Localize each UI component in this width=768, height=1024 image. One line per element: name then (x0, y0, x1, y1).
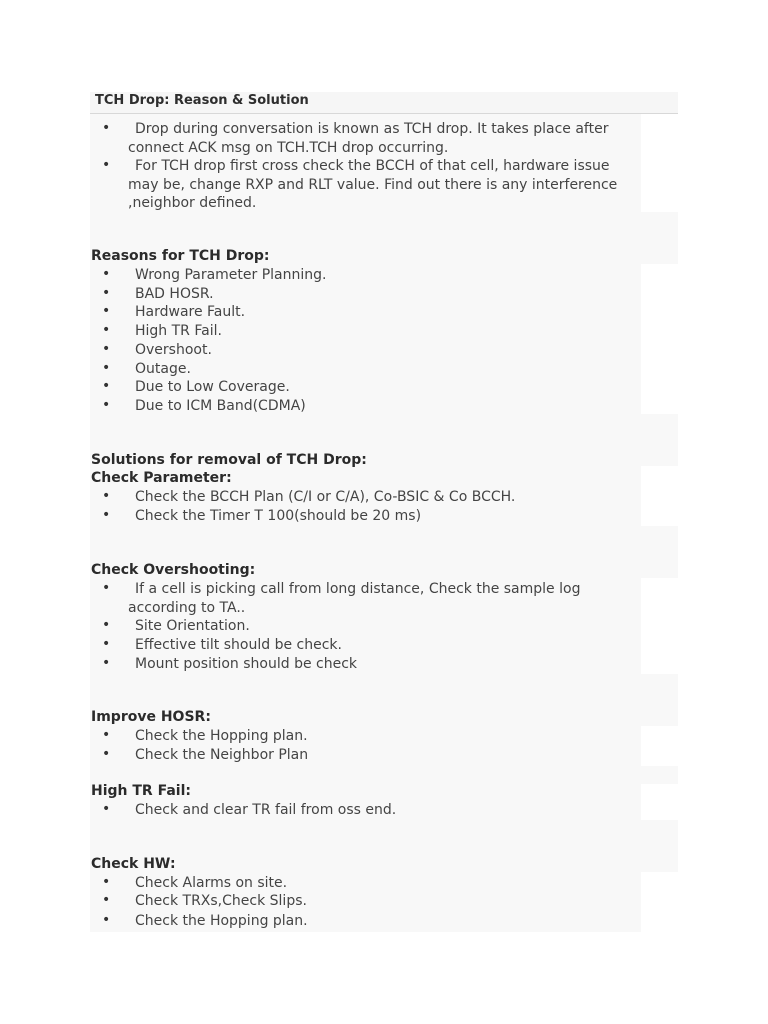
bullet-icon: • (102, 801, 111, 817)
bullet-icon: • (102, 120, 111, 136)
list-item: Due to ICM Band(CDMA) (135, 398, 306, 414)
list-item: Check the Neighbor Plan (135, 747, 309, 763)
bullet-icon: • (102, 378, 111, 394)
bullet-icon: • (102, 746, 111, 762)
bullet-icon: • (102, 580, 111, 596)
list-item: If a cell is picking call from long distance, Check the sample log according to TA.. (128, 581, 581, 616)
list-item: Effective tilt should be check. (135, 637, 342, 653)
bullet-icon: • (102, 360, 111, 376)
bullet-icon: • (102, 507, 111, 523)
bullet-icon: • (102, 655, 111, 671)
list-item: Due to Low Coverage. (135, 379, 290, 395)
bullet-icon: • (102, 303, 111, 319)
bullet-icon: • (102, 322, 111, 338)
bullet-icon: • (102, 892, 111, 908)
spacer-row-shade (90, 766, 678, 784)
list-item: Check and clear TR fail from oss end. (135, 802, 397, 818)
list-item: Mount position should be check (135, 656, 358, 672)
bullet-icon: • (102, 727, 111, 743)
intro-item: Drop during conversation is known as TCH drop. It takes place after connect ACK msg on TCH.TCH drop occurring. (128, 121, 609, 156)
list-item: Check the Timer T 100(should be 20 ms) (135, 508, 422, 524)
solutions-heading: Solutions for removal of TCH Drop: (91, 452, 367, 468)
page-title: TCH Drop: Reason & Solution (95, 93, 309, 108)
list-item: Check the BCCH Plan (C/I or C/A), Co-BSIC & Co BCCH. (135, 489, 516, 505)
bullet-icon: • (102, 488, 111, 504)
list-item: Wrong Parameter Planning. (135, 267, 327, 283)
list-item: High TR Fail. (135, 323, 222, 339)
bullet-icon: • (102, 397, 111, 413)
list-item: Check the Hopping plan. (135, 913, 308, 929)
spacer-row-shade (90, 820, 678, 872)
list-item: Outage. (135, 361, 191, 377)
bullet-icon: • (102, 266, 111, 282)
reasons-heading: Reasons for TCH Drop: (91, 248, 270, 264)
bullet-icon: • (102, 285, 111, 301)
high-tr-fail-heading: High TR Fail: (91, 783, 191, 799)
bullet-icon: • (102, 341, 111, 357)
bullet-icon: • (102, 636, 111, 652)
bullet-icon: • (102, 874, 111, 890)
check-overshooting-heading: Check Overshooting: (91, 562, 256, 578)
list-item: Check the Hopping plan. (135, 728, 308, 744)
list-item: Overshoot. (135, 342, 212, 358)
check-hw-heading: Check HW: (91, 856, 176, 872)
list-item: Site Orientation. (135, 618, 250, 634)
improve-hosr-heading: Improve HOSR: (91, 709, 211, 725)
intro-item: For TCH drop first cross check the BCCH of that cell, hardware issue may be, change RXP and RLT value. Find out there is any interference ,neighbor defined. (128, 158, 618, 211)
list-item: BAD HOSR. (135, 286, 214, 302)
bullet-icon: • (102, 157, 111, 173)
title-bar (90, 92, 678, 114)
bullet-icon: • (102, 912, 111, 928)
list-item: Check TRXs,Check Slips. (135, 893, 307, 909)
bullet-icon: • (102, 617, 111, 633)
list-item: Check Alarms on site. (135, 875, 288, 891)
list-item: Hardware Fault. (135, 304, 246, 320)
check-parameter-heading: Check Parameter: (91, 470, 232, 486)
